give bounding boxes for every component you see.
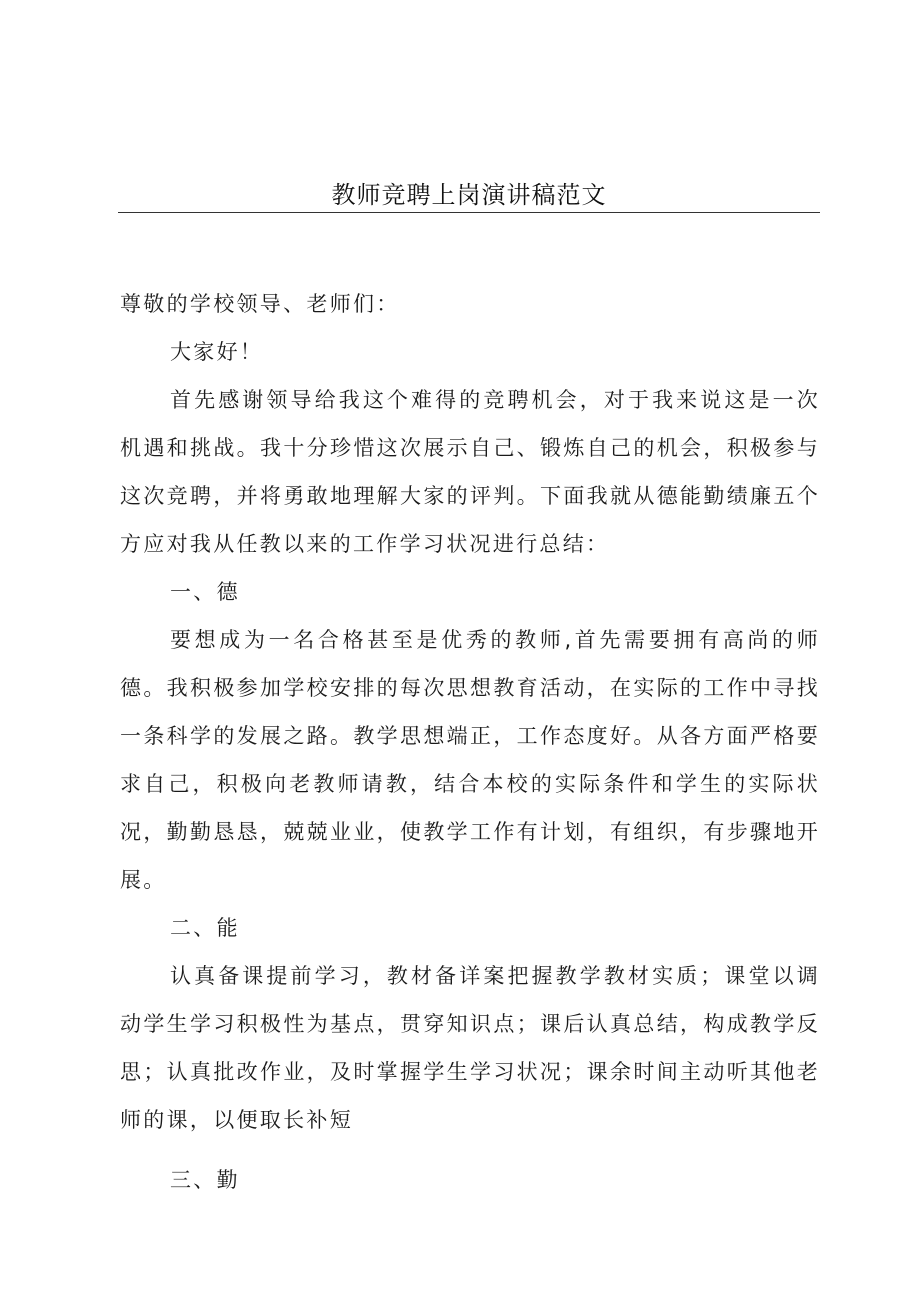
section-heading-de: 一、德: [170, 580, 240, 604]
section-heading-neng: 二、能: [170, 916, 240, 940]
section-paragraph-neng: 认真备课提前学习，教材备详案把握教学教材实质；课堂以调动学生学习积极性为基点，贯穿知识点；课后认真总结，构成教学反思；认真批改作业，及时掌握学生学习状况；课余时间主动听其他老师的课，以便取长补短: [120, 964, 820, 1132]
salutation: 尊敬的学校领导、老师们：: [120, 292, 400, 316]
intro-paragraph: 首先感谢领导给我这个难得的竞聘机会，对于我来说这是一次机遇和挑战。我十分珍惜这次展示自己、锻炼自己的机会，积极参与这次竞聘，并将勇敢地理解大家的评判。下面我就从德能勤绩廉五个方应对我从任教以来的工作学习状况进行总结：: [120, 388, 820, 556]
document-title: 教师竞聘上岗演讲稿范文: [331, 181, 607, 209]
section-paragraph-de: 要想成为一名合格甚至是优秀的教师,首先需要拥有高尚的师德。我积极参加学校安排的每次思想教育活动，在实际的工作中寻找一条科学的发展之路。教学思想端正，工作态度好。从各方面严格要求自己，积极向老教师请教，结合本校的实际条件和学生的实际状况，勤勤恳恳，兢兢业业，使教学工作有计划，有组织，有步骤地开展。: [120, 628, 820, 892]
section-heading-qin: 三、勤: [170, 1168, 240, 1192]
greeting: 大家好！: [170, 340, 264, 364]
document-body: [120, 280, 820, 1204]
title-underline: [118, 212, 820, 213]
